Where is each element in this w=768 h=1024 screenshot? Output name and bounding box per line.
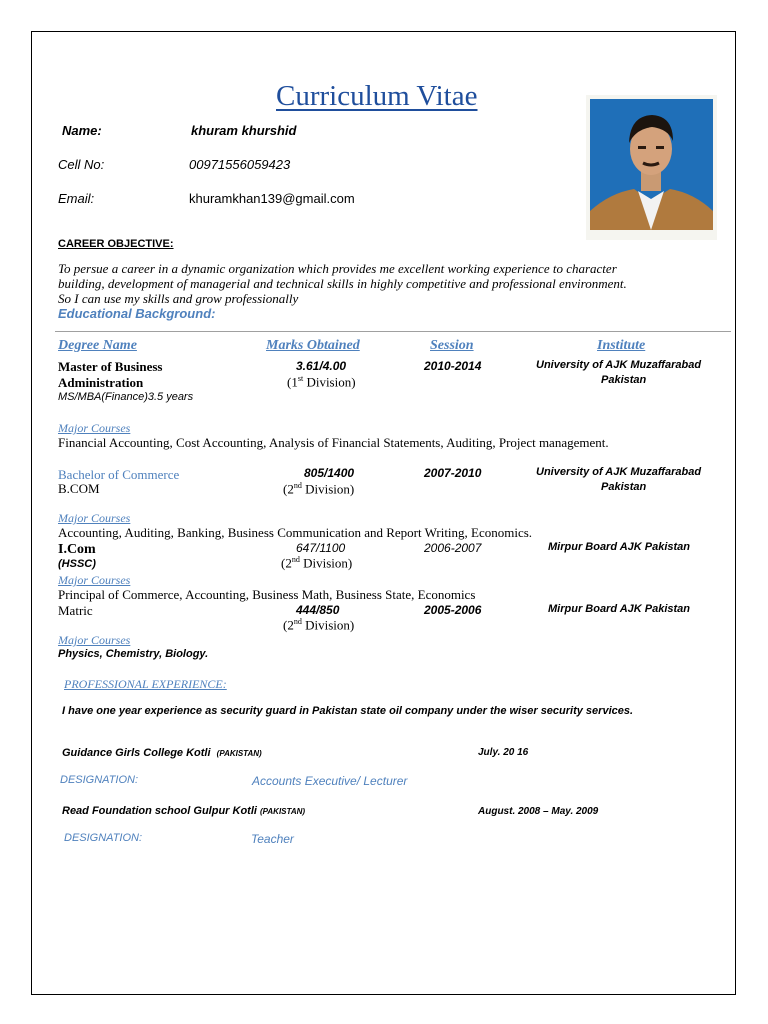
bcom-name: Bachelor of Commerce <box>58 467 180 482</box>
bcom-institute-line-2: Pakistan <box>601 481 647 493</box>
matric-courses: Physics, Chemistry, Biology. <box>58 648 209 660</box>
objective-line-3: So I can use my skills and grow professionally <box>58 291 299 306</box>
bcom-sub: B.COM <box>58 481 100 496</box>
bcom-major-courses-label: Major Courses <box>58 511 131 525</box>
bcom-division: (2nd Division) <box>283 481 355 497</box>
mba-name-line-1: Master of Business <box>58 359 163 374</box>
bcom-marks: 805/1400 <box>304 466 355 480</box>
profile-photo <box>586 95 717 240</box>
experience-summary: I have one year experience as security guard in Pakistan state oil company under the wiser security services. <box>62 705 634 717</box>
icom-marks: 647/1100 <box>296 541 346 555</box>
job-1-designation-label: DESIGNATION: <box>60 774 139 786</box>
bcom-courses: Accounting, Auditing, Banking, Business Communication and Report Writing, Economics. <box>58 525 533 540</box>
name-value: khuram khurshid <box>191 123 297 138</box>
mba-division: (1st Division) <box>287 374 356 390</box>
cell-value: 00971556059423 <box>189 157 291 172</box>
job-2-org: Read Foundation school Gulpur Kotli (PAKISTAN) <box>62 805 306 817</box>
mba-courses: Financial Accounting, Cost Accounting, Analysis of Financial Statements, Auditing, Project management. <box>58 435 609 450</box>
bcom-institute-line-1: University of AJK Muzaffarabad <box>536 466 702 478</box>
job-1-designation: Accounts Executive/ Lecturer <box>252 774 408 788</box>
mba-sub: MS/MBA(Finance)3.5 years <box>58 391 194 403</box>
job-2-designation-label: DESIGNATION: <box>64 832 143 844</box>
mba-session: 2010-2014 <box>424 359 482 373</box>
column-institute: Institute <box>597 338 646 353</box>
education-heading: Educational Background: <box>58 306 216 321</box>
bcom-session: 2007-2010 <box>424 466 482 480</box>
person-portrait-icon <box>590 99 713 230</box>
icom-institute: Mirpur Board AJK Pakistan <box>548 541 691 553</box>
job-2-designation: Teacher <box>251 832 294 846</box>
matric-marks: 444/850 <box>296 603 340 617</box>
mba-name-line-2: Administration <box>58 375 144 390</box>
matric-division: (2nd Division) <box>283 617 355 633</box>
mba-marks: 3.61/4.00 <box>296 359 347 373</box>
column-marks-obtained: Marks Obtained <box>266 338 360 353</box>
cell-label: Cell No: <box>58 157 105 172</box>
icom-division: (2nd Division) <box>281 555 353 571</box>
section-divider <box>55 331 731 332</box>
job-2-date: August. 2008 – May. 2009 <box>478 806 599 817</box>
icom-major-courses-label: Major Courses <box>58 573 131 587</box>
career-objective-heading: CAREER OBJECTIVE: <box>58 238 174 250</box>
matric-institute: Mirpur Board AJK Pakistan <box>548 603 691 615</box>
column-degree-name: Degree Name <box>58 338 137 353</box>
email-label: Email: <box>58 191 95 206</box>
objective-line-2: building, development of managerial and technical skills in highly competitive and professional environment. <box>58 276 627 291</box>
icom-name: I.Com <box>58 542 96 557</box>
matric-name: Matric <box>58 603 93 618</box>
job-1-date: July. 20 16 <box>478 747 529 758</box>
page-title: Curriculum Vitae <box>276 80 478 112</box>
icom-courses: Principal of Commerce, Accounting, Business Math, Business State, Economics <box>58 587 476 602</box>
column-session: Session <box>430 338 474 353</box>
email-value: khuramkhan139@gmail.com <box>189 191 355 206</box>
mba-institute-line-1: University of AJK Muzaffarabad <box>536 359 702 371</box>
experience-heading: PROFESSIONAL EXPERIENCE: <box>64 677 227 691</box>
matric-session: 2005-2006 <box>424 603 482 617</box>
objective-line-1: To persue a career in a dynamic organization which provides me excellent working experience to character <box>58 261 617 276</box>
job-1-org: Guidance Girls College Kotli (PAKISTAN) <box>62 747 262 759</box>
matric-major-courses-label: Major Courses <box>58 633 131 647</box>
mba-major-courses-label: Major Courses <box>58 421 131 435</box>
icom-sub: (HSSC) <box>58 558 96 570</box>
icom-session: 2006-2007 <box>424 541 482 555</box>
name-label: Name: <box>62 123 102 138</box>
mba-institute-line-2: Pakistan <box>601 374 647 386</box>
